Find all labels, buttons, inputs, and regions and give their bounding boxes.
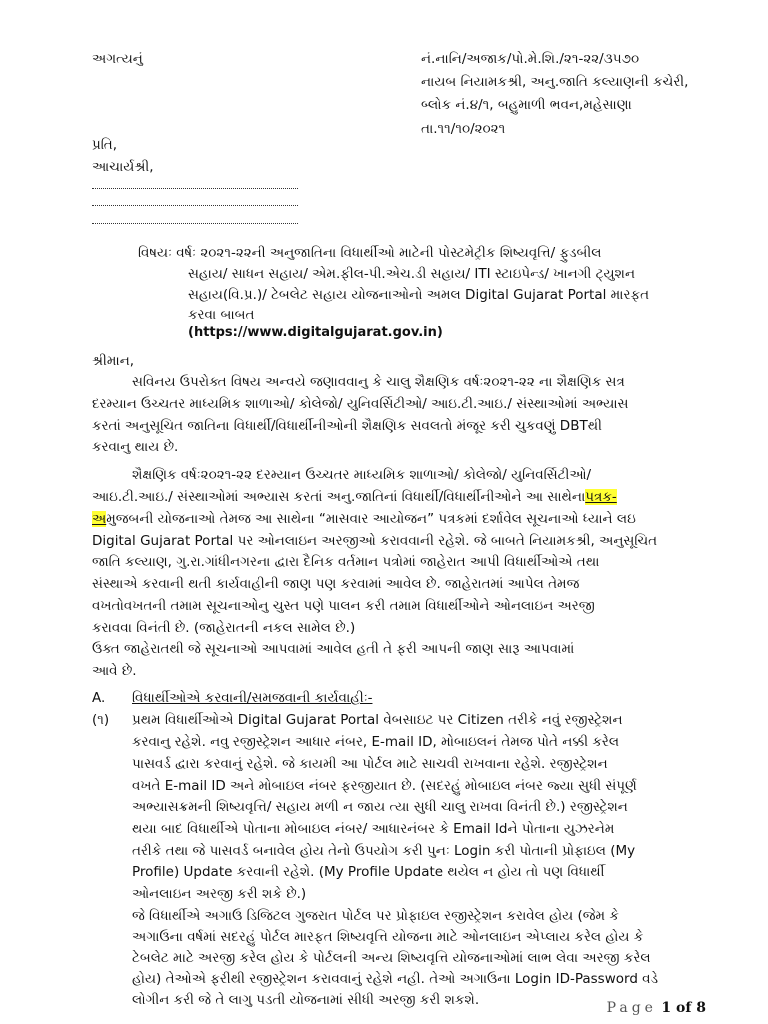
para2-line-text: આઇ.ટી.આઇ./ સંસ્થાઓમાં અભ્યાસ કરતાં અનુ.જાતિનાં વિધાર્થી/વિધાર્થીનીઓને આ સાથેના	[92, 489, 586, 505]
para2-line-text: મુજબની યોજનાઓ તેમજ આ સાથેના “માસવાર આયોજન” પત્રકમાં દર્શાવેલ સૂચનાઓ ધ્યાને લઇ	[106, 511, 636, 527]
section-a-item-line: Profile) Update કરવાની રહેશે. (My Profile Update થયેલ ન હોય તો પણ વિધાર્થી	[132, 864, 605, 880]
office-address-line1: નાયબ નિયામકશ્રી, અનુ.જાતિ કલ્યાણની કચેરી,	[421, 74, 689, 90]
urgent-label: અગત્યનું	[92, 51, 143, 67]
para2-line: સંસ્થાએ કરવાની થતી કાર્યવાહીની જાણ પણ કરવામાં આવેલ છે. જાહેરાતમાં આપેલ તેમજ	[92, 576, 580, 592]
salutation: શ્રીમાન,	[92, 353, 135, 369]
para2-line: જાતિ કલ્યાણ, ગુ.રા.ગાંધીનગરના દ્વારા દૈનિક વર્તમાન પત્રોમાં જાહેરાત આપી વિધાર્થીઓએ તથા	[92, 554, 600, 570]
para2-line	[92, 488, 617, 506]
section-a-item-line: પ્રથમ વિધાર્થીઓએ Digital Gujarat Portal વેબસાઇટ પર Citizen તરીકે નવું રજીસ્ટ્રેશન	[132, 712, 623, 728]
subject-portal-url: (https://www.digitalgujarat.gov.in)	[188, 325, 443, 340]
section-a-item-line: લોગીન કરી જે તે લાગુ પડતી યોજનામાં સીધી અરજી કરી શકશે.	[132, 992, 480, 1008]
patrak-reference-highlight: પત્રક-	[585, 489, 617, 505]
section-a-item-line: વખતે E-mail ID અને મોબાઇલ નંબર ફરજીયાત છે. (સદરહું મોબાઇલ નંબર જ્યા સુધી સંપૂર્ણ	[132, 778, 637, 794]
section-a-item-line: અગાઉના વર્ષમાં સદરહું પોર્ટલ મારફત શિષ્યવૃત્તિ યોજના માટે ઓનલાઇન એપ્લાય કરેલ હોય કે	[132, 929, 644, 945]
section-a-label: A.	[92, 690, 106, 706]
subject-line-1: વિષયઃ વર્ષઃ ૨૦૨૧-૨૨ની અનુજાતિના વિધાર્થીઓ માટેની પોસ્ટમેટ્રીક શિષ્યવૃત્તિ/ ફુડબીલ	[138, 245, 602, 261]
para2-line: શૈક્ષણિક વર્ષઃ૨૦૨૧-૨૨ દરમ્યાન ઉચ્ચતર માધ્યમિક શાળાઓ/ કોલેજો/ યુનિવર્સિટીઓ/	[132, 467, 592, 483]
recipient-prati: પ્રતિ,	[92, 137, 118, 153]
para1-line: કરતાં અનુસૂચિત જાતિના વિધાર્થી/વિધાર્થીનીઓની શૈક્ષણિક સવલતો મંજૂર કરી ચુકવણું DBTથી	[92, 418, 602, 434]
patrak-a-highlight: અ	[92, 511, 107, 527]
subject-line-3: સહાય(વિ.પ્ર.)/ ટેબલેટ સહાય યોજનાઓનો અમલ Digital Gujarat Portal મારફત	[188, 287, 650, 303]
section-a-item-line: ટેબલેટ માટે અરજી કરેલ હોય કે પોર્ટલની અન્ય શિષ્યવૃત્તિ યોજનાઓમાં લાભ લેવા અરજી કરેલ	[132, 950, 651, 966]
section-a-item-line: અભ્યાસક્રમની શિષ્યવૃત્તિ/ સહાય મળી ન જાય ત્યા સુધી ચાલુ રાખવા વિનંતી છે.) રજીસ્ટ્રેશન	[132, 799, 628, 815]
office-address-line2: બ્લોક નં.૪/૧, બહુમાળી ભવન,મહેસાણા	[421, 97, 632, 113]
para2-line: આવે છે.	[92, 663, 137, 679]
section-a-item-line: થયા બાદ વિધાર્થીએ પોતાના મોબાઇલ નંબર/ આધારનંબર કે Email Idને પોતાના યુઝરનેમ	[132, 821, 615, 837]
section-a-item-line: હોય) તેઓએ ફરીથી રજીસ્ટ્રેશન કરાવવાનું રહેશે નહી. તેઓ અગાઉના Login ID-Password વડે	[132, 971, 659, 987]
address-blank-line-2	[92, 205, 298, 206]
page-footer	[607, 1000, 706, 1016]
subject-line-2: સહાય/ સાધન સહાય/ એમ.ફીલ-પી.એચ.ડી સહાય/ ITI સ્ટાઇપેન્ડ/ ખાનગી ટ્યુશન	[188, 266, 636, 282]
reference-number: નં.નાનિ/અજાક/પો.મે.શિ./૨૧-૨૨/૩૫૭૦	[421, 51, 640, 67]
para2-line: ઉક્ત જાહેરાતથી જે સૂચનાઓ આપવામાં આવેલ હતી તે ફરી આપની જાણ સારૂ આપવામાં	[92, 641, 575, 657]
page-label: Page	[606, 1000, 657, 1016]
section-a-item-line: જે વિધાર્થીએ અગાઉ ડિજિટલ ગુજરાત પોર્ટલ પર પ્રોફાઇલ રજીસ્ટ્રેશન કરાવેલ હોય (જેમ કે	[132, 908, 619, 924]
para2-line: Digital Gujarat Portal પર ઓનલાઇન અરજીઓ કરાવવાની રહેશે. જે બાબતે નિયામકશ્રી, અનુસૂચિત	[92, 533, 658, 549]
subject-line-4: કરવા બાબત	[188, 307, 255, 323]
para2-line	[92, 510, 636, 528]
address-blank-line-3	[92, 223, 298, 224]
section-a-item-number: (૧)	[92, 712, 110, 728]
section-a-item-line: ઓનલાઇન અરજી કરી શકે છે.)	[132, 886, 307, 902]
para2-line: વખતોવખતની તમામ સૂચનાઓનુ ચુસ્ત પણે પાલન કરી તમામ વિધાર્થીઓને ઓનલાઇન અરજી	[92, 598, 595, 614]
para1-line: કરવાનુ થાય છે.	[92, 439, 179, 455]
para2-line: કરાવવા વિનંતી છે. (જાહેરાતની નકલ સામેલ છે.)	[92, 620, 356, 636]
letter-date: તા.૧૧/૧૦/૨૦૨૧	[421, 121, 506, 137]
section-a-item-line: તરીકે તથા જે પાસવર્ડ બનાવેલ હોય તેનો ઉપયોગ કરી પુનઃ Login કરી પોતાની પ્રોફાઇલ (My	[132, 843, 636, 859]
section-a-item-line: પાસવર્ડ દ્વારા કરવાનું રહેશે. જે કાયમી આ પોર્ટલ માટે સાચવી રાખવાના રહેશે. રજીસ્ટ્રેશન	[132, 756, 608, 772]
page-number: 1 of 8	[661, 1000, 706, 1016]
para1-line: સવિનય ઉપરોક્ત વિષય અન્વયે જણાવવાનુ કે ચાલુ શૈક્ષણિક વર્ષઃ૨૦૨૧-૨૨ ના શૈક્ષણિક સત્ર	[132, 374, 625, 390]
section-a-heading: વિધાર્થીઓએ કરવાની/સમજવાની કાર્યવાહીઃ-	[132, 690, 373, 706]
address-blank-line-1	[92, 188, 298, 189]
para1-line: દરમ્યાન ઉચ્ચતર માધ્યમિક શાળાઓ/ કોલેજો/ યુનિવર્સિટીઓ/ આઇ.ટી.આઇ./ સંસ્થાઓમાં અભ્યાસ	[92, 396, 629, 412]
section-a-item-line: કરવાનુ રહેશે. નવુ રજીસ્ટ્રેશન આધાર નંબર, E-mail ID, મોબાઇલનં તેમજ પોતે નક્કી કરેલ	[132, 734, 620, 750]
recipient-principal: આચાર્યશ્રી,	[92, 159, 154, 175]
